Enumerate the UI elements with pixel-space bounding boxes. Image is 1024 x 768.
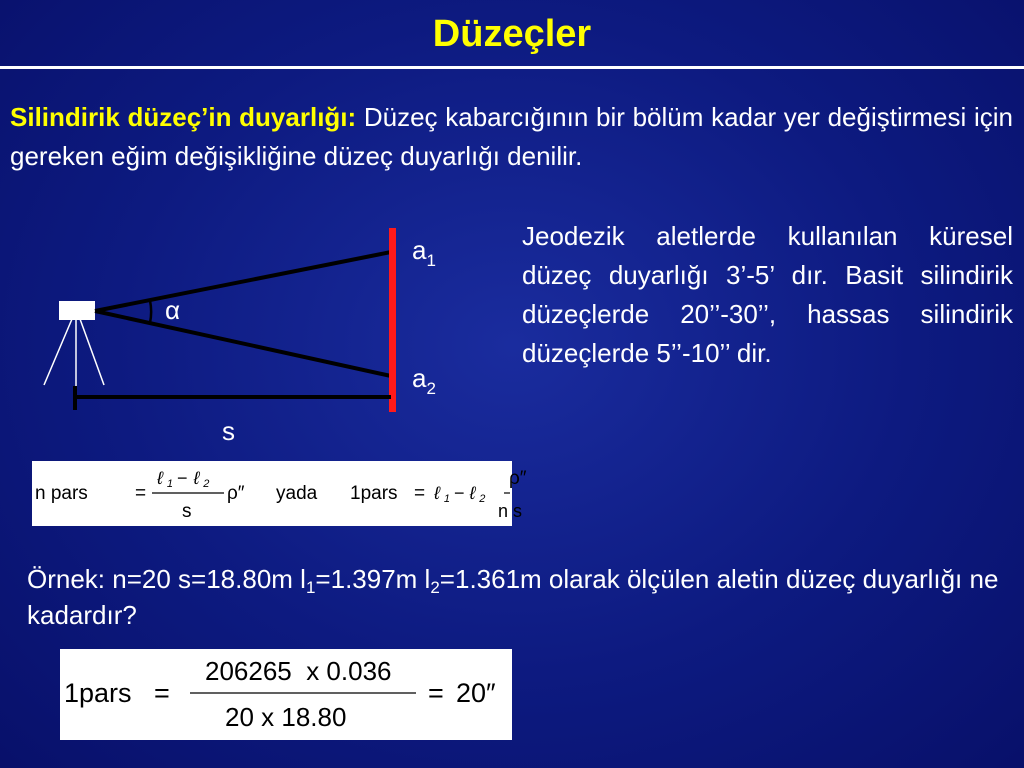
leveling-staff [389, 228, 396, 412]
example-text-2: =1.397m l [315, 564, 431, 594]
calculation-svg [60, 649, 512, 740]
title-divider [0, 66, 1024, 69]
calc-numerator: 206265 x 0.036 [205, 656, 392, 686]
formula-right-difference: ℓ 1 − ℓ 2 [434, 483, 486, 505]
slide-title: Düzeçler [432, 13, 592, 55]
side-paragraph: Jeodezik aletlerde kullanılan küresel düzeç duyarlığı 3’-5’ dır. Basit silindirik düzeçlerde 20’’-30’’, hassas silindirik düzeçlerde 5’’-10’’ dir. [522, 221, 1013, 368]
s-label: s [222, 416, 235, 446]
example-paragraph [27, 561, 1013, 633]
calc-lhs: 1pars [64, 678, 132, 708]
example-sub-1: 1 [305, 578, 316, 597]
example-sub-2: 2 [430, 578, 440, 597]
example-text-3: =1.361m olarak ölçülen aletin düzeç duyarlığı ne kadardır? [27, 564, 999, 630]
calc-result: 20″ [456, 678, 496, 708]
definition-text: Düzeç kabarcığının bir bölüm kadar yer değiştirmesi için gereken eğim değişikliğine düzeç duyarlığı denilir. [10, 102, 1013, 171]
calc-equals-1: = [154, 678, 170, 708]
calc-denominator: 20 x 18.80 [225, 702, 347, 732]
formula-right-numerator: ρ″ [509, 468, 527, 489]
formula-left-rho: ρ″ [227, 483, 245, 504]
formula-connector: yada [276, 483, 318, 504]
formula-left-equals: = [135, 483, 147, 504]
formula-svg [32, 461, 527, 526]
instrument-body [59, 301, 95, 320]
formula-box [32, 461, 527, 526]
level-diagram [0, 215, 480, 455]
sight-line-lower [95, 311, 391, 376]
angle-arc [150, 301, 151, 324]
sight-line-upper [95, 252, 391, 311]
formula-right-equals: = [414, 483, 426, 504]
calc-equals-2: = [428, 678, 444, 708]
a2-label: $a_2$ [412, 363, 436, 398]
formula-right-denominator: n s [498, 501, 523, 521]
example-text-1: Örnek: n=20 s=18.80m l [27, 564, 306, 594]
formula-left-numerator: ℓ 1 − ℓ 2 [157, 468, 210, 490]
calculation-box [60, 649, 512, 740]
a1-label: $a_1$ [412, 235, 436, 270]
definition-term: Silindirik düzeç’in duyarlığı: [10, 102, 357, 132]
definition-paragraph [10, 98, 1013, 176]
formula-left-lhs: n pars [35, 483, 88, 504]
formula-right-lhs: 1pars [350, 483, 398, 504]
tripod-leg-right [80, 319, 104, 385]
formula-left-denominator: s [182, 501, 192, 522]
alpha-label: α [165, 295, 181, 325]
tripod-leg-left [44, 319, 72, 385]
